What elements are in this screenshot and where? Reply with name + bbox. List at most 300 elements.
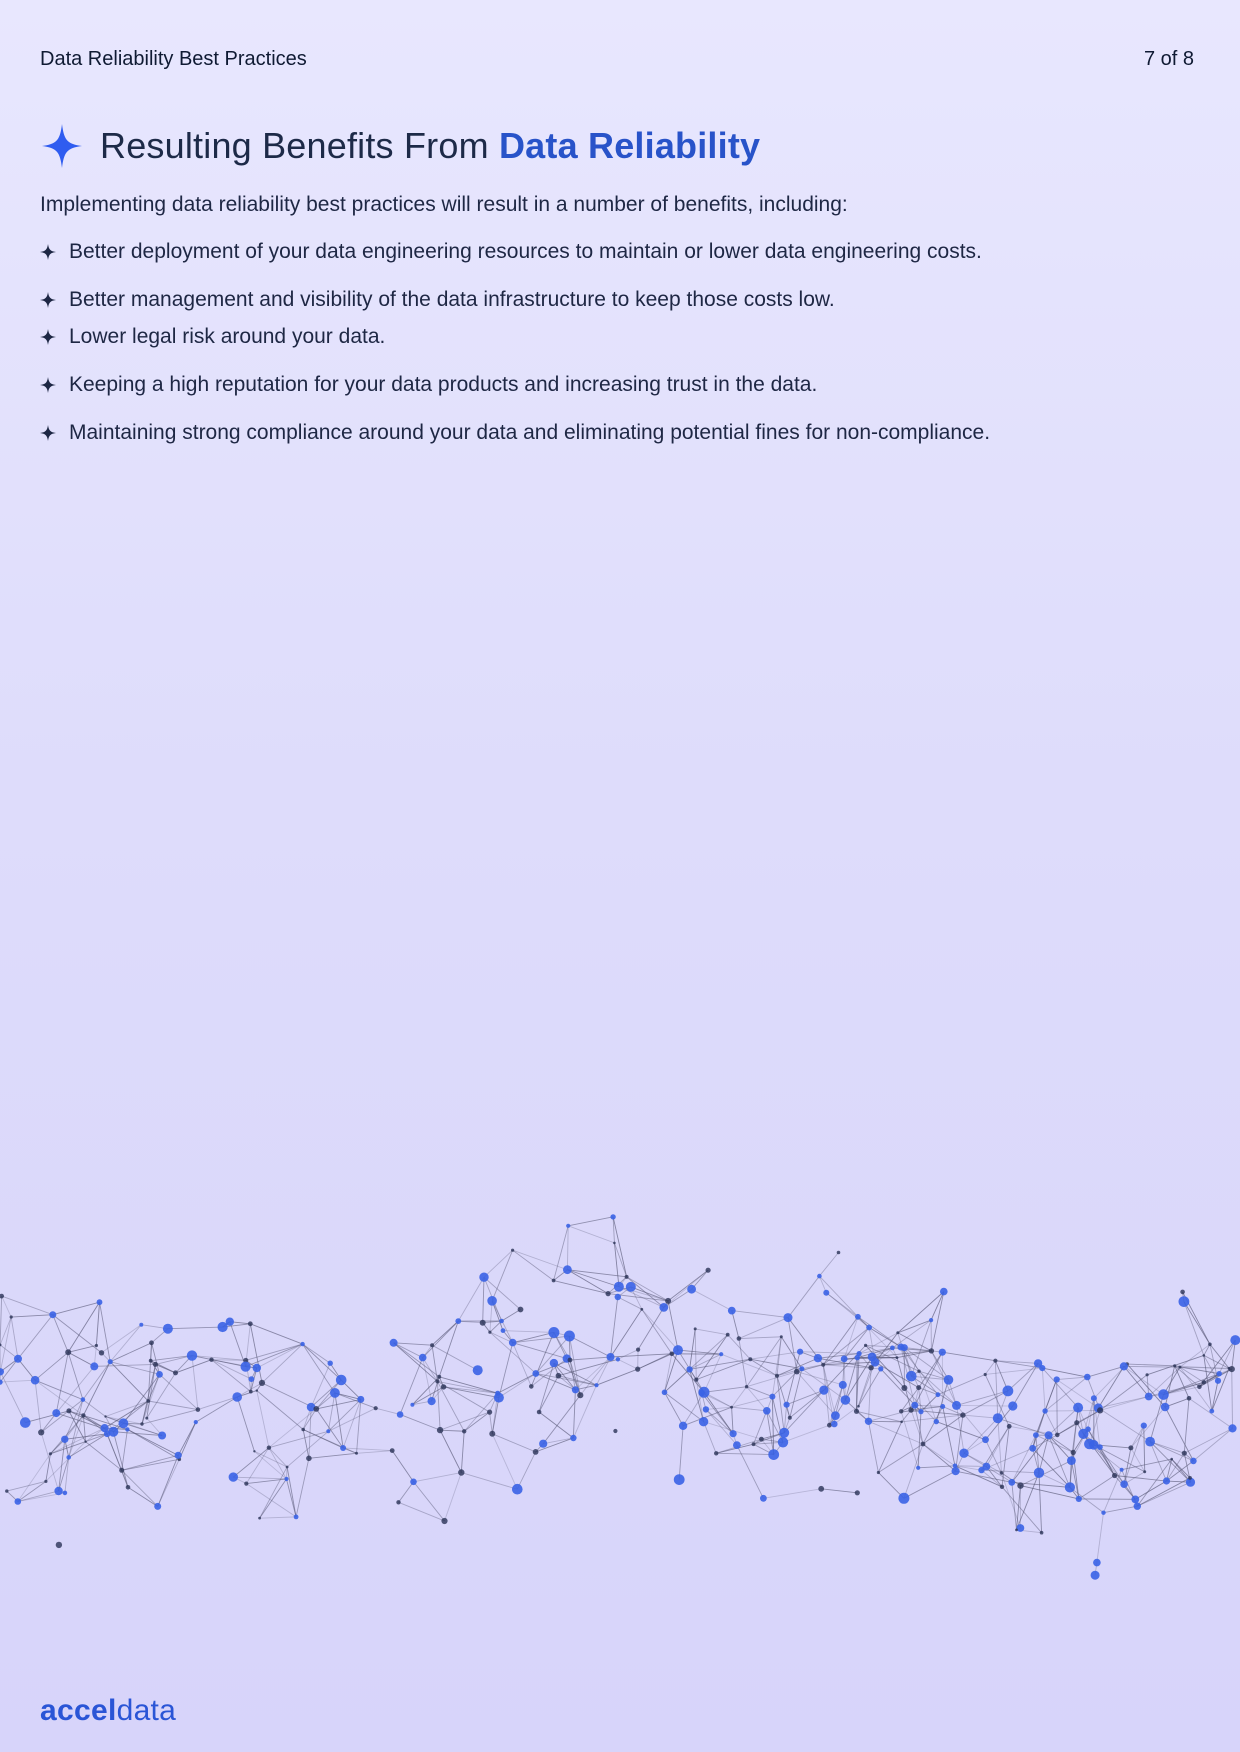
network-edge [569,1336,610,1357]
network-edge [957,1405,1013,1406]
network-edge [254,1451,287,1467]
network-node [817,1274,822,1279]
network-edge [246,1344,303,1366]
network-node [430,1343,434,1347]
network-edge [237,1397,254,1451]
network-node [917,1370,920,1373]
network-edge [1232,1369,1233,1428]
network-edge [490,1412,493,1434]
network-edge [787,1352,800,1405]
network-edge [414,1473,462,1482]
network-edge [704,1422,717,1454]
network-edge [797,1372,843,1385]
network-node [780,1335,783,1338]
network-node [841,1356,848,1363]
network-node [158,1432,166,1440]
network-edge [573,1385,596,1438]
network-node [232,1392,242,1402]
network-node [153,1362,158,1367]
network-edge [821,1489,857,1493]
network-edge [11,1317,18,1359]
bullet-star-icon [40,292,56,308]
network-node [1209,1409,1214,1414]
network-edge [943,1406,955,1465]
network-edge [706,1409,733,1433]
network-edge [400,1414,440,1430]
network-node [1141,1423,1147,1429]
network-node [390,1448,395,1453]
network-node [61,1436,68,1443]
network-node [1143,1470,1146,1473]
network-node [163,1324,173,1334]
network-node [566,1224,570,1228]
network-edge [868,1421,878,1472]
network-node [119,1468,124,1473]
network-node [831,1421,838,1428]
network-edge [0,1296,2,1345]
network-node [674,1474,685,1485]
network-node [52,1409,60,1417]
network-node [1146,1373,1149,1376]
network-node [253,1450,255,1452]
network-edge [440,1430,464,1431]
network-edge [777,1376,790,1418]
network-node [512,1484,523,1495]
network-edge [0,1317,11,1345]
network-node [1091,1395,1097,1401]
network-node [714,1451,718,1455]
network-edge [788,1318,797,1372]
network-node [1170,1458,1173,1461]
network-edge [513,1250,554,1280]
network-edges [0,1217,1235,1575]
network-node [248,1321,253,1326]
network-edge [642,1309,678,1350]
network-edge [568,1226,614,1243]
network-node [44,1480,47,1483]
network-node [699,1390,705,1396]
network-node [897,1344,904,1351]
list-item [40,288,835,312]
network-node [1017,1524,1025,1532]
network-node [101,1424,109,1432]
network-node [1000,1471,1004,1475]
intro-paragraph: Implementing data reliability best practices will result in a number of benefits, including: [40,193,848,216]
network-edge [257,1344,303,1368]
network-edge [567,1270,608,1294]
network-node [759,1437,764,1442]
network-edge [788,1276,819,1318]
network-edge [638,1307,664,1349]
network-node [686,1366,692,1372]
network-node [855,1314,861,1320]
network-node [81,1397,86,1402]
document-title: Data Reliability Best Practices [40,48,307,70]
network-edge [692,1289,732,1310]
network-node [730,1406,733,1409]
network-node [728,1307,736,1315]
network-node [1217,1371,1222,1376]
network-node [330,1388,340,1398]
network-node [511,1249,514,1252]
network-node [49,1452,52,1455]
bullet-star-icon [40,329,56,345]
network-edge [483,1277,484,1323]
network-edge [543,1438,573,1444]
network-node [149,1359,153,1363]
network-edge [964,1418,998,1453]
network-edge [690,1329,696,1369]
network-node [1128,1445,1133,1450]
network-node [1039,1365,1045,1371]
network-node [959,1449,968,1458]
network-node [1085,1426,1091,1432]
network-edge [439,1377,497,1393]
network-node [294,1515,299,1520]
network-node [760,1495,767,1502]
network-node [300,1342,304,1346]
network-node [918,1409,923,1414]
network-node [509,1339,517,1347]
network-node [607,1353,615,1361]
network-edge [11,1315,53,1317]
network-node [140,1422,143,1425]
network-node [340,1445,346,1451]
network-node [396,1500,400,1504]
network-edge [919,1388,921,1412]
network-node [899,1409,903,1413]
network-node [952,1467,960,1475]
network-node [0,1294,4,1299]
network-edge [772,1337,781,1397]
network-node [1045,1431,1053,1439]
network-node [572,1386,579,1393]
network-edge [152,1343,160,1375]
network-edge [716,1453,774,1454]
network-node [726,1333,730,1337]
network-node [694,1378,698,1382]
network-edge [1045,1410,1100,1411]
network-node [328,1361,333,1366]
network-edge [797,1372,836,1416]
network-edge [818,1354,859,1359]
network-node [748,1357,752,1361]
network-node [437,1375,441,1379]
network-node [146,1399,150,1403]
network-node [1112,1473,1117,1478]
network-node [706,1268,711,1273]
network-node [745,1385,748,1388]
network-node [788,1416,792,1420]
network-node [241,1362,251,1372]
network-node [854,1409,859,1414]
network-edge [672,1354,704,1393]
network-node [775,1374,779,1378]
network-node [1029,1445,1036,1452]
network-edge [484,1250,513,1277]
network-edge [178,1422,196,1455]
network-node [495,1391,500,1396]
network-edge [787,1390,824,1405]
network-node [1008,1401,1017,1410]
network-edge [1070,1487,1104,1512]
network-node [1017,1482,1023,1488]
network-node [458,1469,464,1475]
network-edge [1150,1395,1163,1442]
network-node [5,1489,8,1492]
network-edge [1165,1407,1193,1461]
network-edge [250,1324,302,1344]
network-node [556,1373,562,1379]
network-node [95,1344,98,1347]
network-node [1187,1396,1192,1401]
network-edge [269,1409,316,1448]
network-edge [739,1318,788,1339]
network-node [63,1491,68,1496]
network-node [154,1503,161,1510]
network-edge [399,1482,414,1503]
network-edge [0,1317,11,1372]
network-edge [915,1405,943,1406]
network-edge [696,1335,727,1380]
network-edge [819,1252,838,1276]
network-node [1033,1432,1039,1438]
network-node [799,1366,804,1371]
network-node [256,1389,258,1391]
network-node [929,1318,933,1322]
network-edge [503,1331,554,1333]
network-node [814,1354,822,1362]
network-edge [461,1473,517,1490]
network-edge [147,1373,176,1418]
network-edge [618,1350,638,1360]
network-node [84,1441,86,1443]
network-edge [309,1453,357,1458]
network-node [778,1437,788,1447]
network-edge [1135,1481,1166,1499]
network-node [1161,1403,1170,1412]
network-node [479,1273,488,1282]
network-node [936,1392,941,1397]
network-node [940,1288,948,1296]
network-node [1000,1485,1004,1489]
network-edge [898,1320,931,1333]
network-node [1015,1529,1018,1532]
network-node [665,1298,671,1304]
network-node [606,1291,611,1296]
network-edge [517,1452,535,1489]
network-node [90,1362,98,1370]
network-edge [819,1276,858,1317]
network-edge [1100,1396,1149,1410]
network-edge [35,1380,41,1432]
bullet-star-icon [40,425,56,441]
list-item [40,325,385,349]
network-edge [254,1451,286,1479]
network-node [125,1427,129,1431]
network-node [568,1358,573,1363]
network-node [81,1413,85,1417]
network-node [244,1482,248,1486]
network-node [473,1365,483,1375]
network-node [108,1359,113,1364]
network-node [173,1370,178,1375]
network-node [499,1319,504,1324]
network-node [99,1350,104,1355]
network-node [1180,1290,1185,1295]
network-node [839,1381,847,1389]
network-edge [464,1393,498,1431]
network-node [1228,1367,1231,1370]
network-node [625,1275,629,1279]
network-edge [196,1397,237,1422]
network-edge [963,1391,1008,1415]
network-node [877,1471,880,1474]
network-node [855,1490,860,1495]
network-node [1034,1468,1044,1478]
network-node [1179,1296,1190,1307]
network-node [550,1359,558,1367]
network-edge [1165,1366,1175,1407]
network-edge [192,1356,198,1410]
network-graphic [0,1030,1240,1752]
bullet-star-icon [40,244,56,260]
network-node [10,1315,13,1318]
network-edge [83,1362,110,1416]
network-edge [35,1380,83,1399]
network-node [1197,1385,1202,1390]
network-edge [627,1277,664,1308]
network-edge [233,1448,269,1477]
network-edge [911,1320,931,1376]
network-node [1173,1364,1176,1367]
network-edge [826,1293,869,1328]
network-node [126,1485,131,1490]
benefit-text: Lower legal risk around your data. [69,325,386,348]
network-node [662,1390,668,1396]
network-edge [260,1479,287,1518]
network-node [1054,1376,1060,1382]
network-edge [790,1369,802,1418]
network-edge [902,1415,963,1422]
network-node [487,1410,492,1415]
network-edge [985,1361,995,1375]
section-heading [40,122,760,170]
network-node [939,1349,946,1356]
network-node [306,1456,312,1462]
network-edge [664,1392,683,1426]
network-node [0,1380,3,1385]
network-node [1042,1408,1047,1413]
network-node [313,1406,319,1412]
page-indicator: 7 of 8 [1143,48,1194,70]
network-node [1097,1444,1103,1450]
network-edge [931,1292,944,1320]
network-edge [668,1301,678,1350]
network-node [613,1429,617,1433]
network-edge [554,1281,609,1294]
network-node [1084,1439,1095,1450]
network-node [577,1392,583,1398]
network-edge [461,1431,464,1472]
network-node [1228,1424,1236,1432]
network-edge [1008,1363,1038,1391]
network-edge [394,1343,433,1345]
network-node [462,1429,466,1433]
network-node [194,1420,198,1424]
network-edge [567,1270,618,1287]
network-edge [1057,1380,1058,1435]
benefit-text: Maintaining strong compliance around your data and eliminating potential fines for non-compliance. [69,421,991,444]
network-node [679,1422,687,1430]
logo-part-data: data [116,1694,177,1727]
network-edge [151,1356,192,1361]
network-node [253,1364,261,1372]
network-edge [68,1345,96,1352]
network-node [518,1307,524,1313]
network-node [1190,1458,1197,1465]
network-node [1230,1335,1240,1345]
network-node [570,1435,576,1441]
benefit-text: Better management and visibility of the data infrastructure to keep those costs low. [69,288,835,311]
network-node [259,1380,265,1386]
network-edge [513,1343,567,1359]
network-node [952,1401,961,1410]
network-node [752,1442,756,1446]
network-edge [303,1344,335,1393]
network-edge [41,1400,83,1433]
network-edge [357,1399,361,1453]
network-node [896,1331,899,1334]
network-node [983,1463,991,1471]
network-edge [596,1369,637,1385]
network-node [20,1417,31,1428]
network-edge [464,1412,489,1431]
network-edge [1039,1473,1042,1533]
network-node [673,1345,683,1355]
network-edge [376,1408,400,1414]
network-edge [732,1407,734,1433]
network-node [763,1407,771,1415]
network-edge [392,1451,413,1482]
network-edge [1079,1475,1115,1498]
network-node [487,1296,497,1306]
page-title [100,125,760,167]
network-node [286,1466,289,1469]
network-edge [1184,1398,1189,1453]
network-node [1120,1468,1124,1472]
network-node [1182,1451,1187,1456]
network-node [819,1386,828,1395]
network-node [149,1340,154,1345]
list-item [40,373,817,397]
network-node [613,1242,616,1245]
network-node [187,1350,197,1360]
network-edge [0,1372,25,1423]
network-node [855,1355,860,1360]
network-edge [25,1411,69,1423]
network-edge [502,1310,521,1321]
network-node [626,1282,636,1292]
network-edge [995,1361,997,1419]
network-node [410,1479,417,1486]
network-edge [618,1297,642,1309]
network-node [532,1370,539,1377]
network-edge [1097,1513,1104,1563]
network-edge [539,1412,573,1438]
network-node [993,1413,1003,1423]
network-edge [83,1400,106,1417]
